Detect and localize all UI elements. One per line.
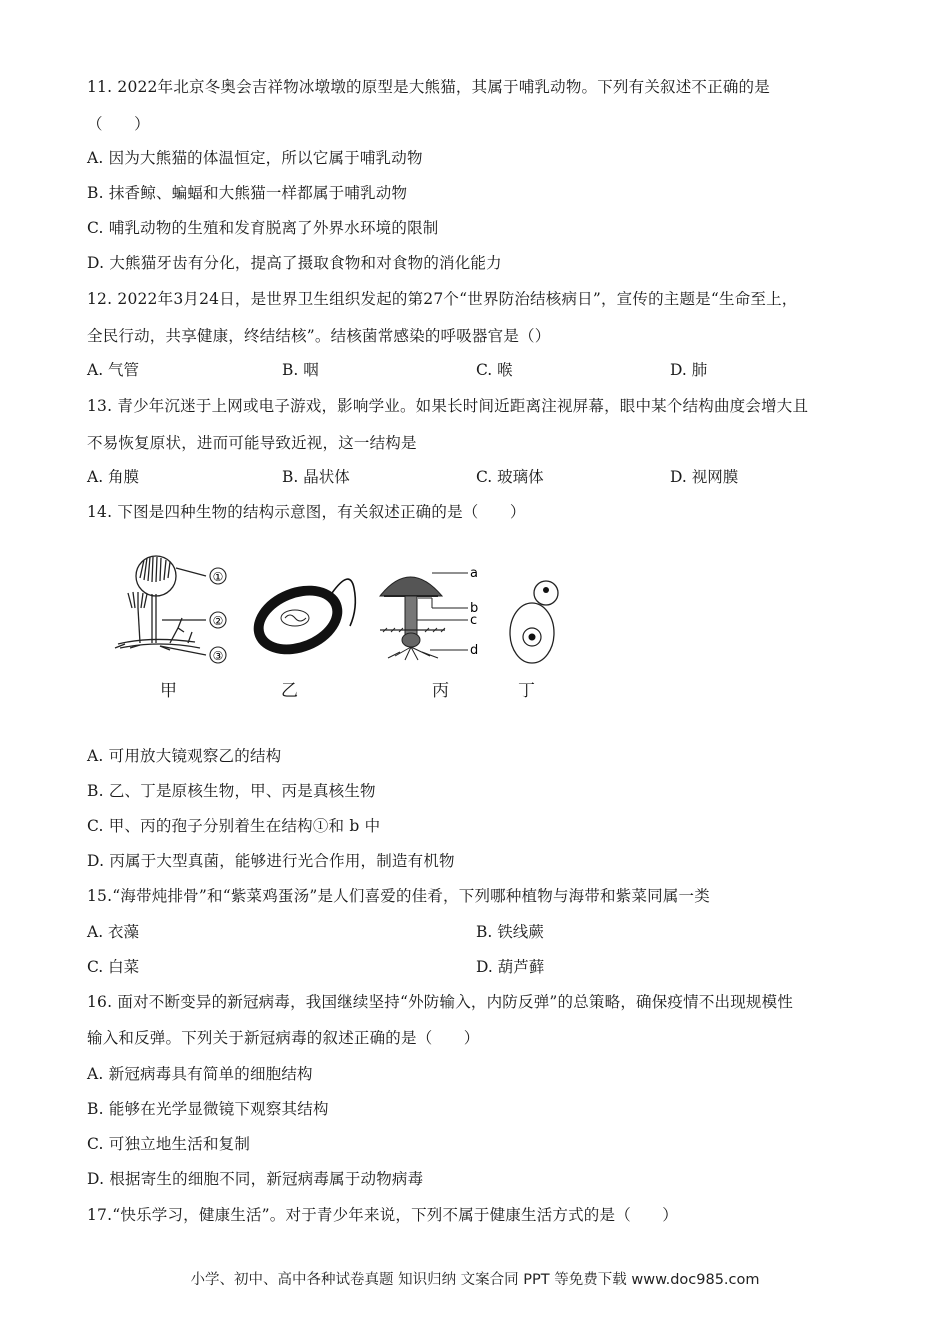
q16-option-d: D. 根据寄生的细胞不同，新冠病毒属于动物病毒 xyxy=(87,1170,424,1188)
q14-option-b: B. 乙、丁是原核生物，甲、丙是真核生物 xyxy=(87,782,376,800)
q15-stem: 15.“海带炖排骨”和“紫菜鸡蛋汤”是人们喜爱的佳肴，下列哪种植物与海带和紫菜同属一类 xyxy=(87,887,710,905)
q12-option-d: D. 肺 xyxy=(670,361,708,379)
q14-stem: 14. 下图是四种生物的结构示意图，有关叙述正确的是（ ） xyxy=(87,503,526,521)
q13-stem-line2: 不易恢复原状，进而可能导致近视，这一结构是 xyxy=(87,434,417,452)
organism-yi-drawing xyxy=(243,573,355,667)
q15-option-a: A. 衣藻 xyxy=(87,923,140,941)
caption-bing: 丙 xyxy=(432,681,449,701)
q11-option-c: C. 哺乳动物的生殖和发育脱离了外界水环境的限制 xyxy=(87,219,439,237)
q14-option-c: C. 甲、丙的孢子分别着生在结构①和 b 中 xyxy=(87,817,381,835)
label-c: c xyxy=(470,613,478,628)
organism-jia-drawing xyxy=(115,556,206,655)
q16-option-a: A. 新冠病毒具有简单的细胞结构 xyxy=(87,1065,313,1083)
label-3: ③ xyxy=(212,649,224,663)
label-b: b xyxy=(470,601,479,616)
q14-option-d: D. 丙属于大型真菌，能够进行光合作用，制造有机物 xyxy=(87,852,455,870)
q13-option-c: C. 玻璃体 xyxy=(476,468,544,486)
q11-option-b: B. 抹香鲸、蝙蝠和大熊猫一样都属于哺乳动物 xyxy=(87,184,408,202)
label-1: ① xyxy=(212,570,224,584)
q16-stem-line1: 16. 面对不断变异的新冠病毒，我国继续坚持“外防输入，内防反弹”的总策略，确保疫情不出现规模性 xyxy=(87,993,794,1011)
q15-option-d: D. 葫芦藓 xyxy=(476,958,545,976)
q13-option-b: B. 晶状体 xyxy=(282,468,350,486)
q14-option-a: A. 可用放大镜观察乙的结构 xyxy=(87,747,282,765)
q12-option-a: A. 气管 xyxy=(87,361,140,379)
q12-option-b: B. 咽 xyxy=(282,361,319,379)
caption-jia: 甲 xyxy=(160,681,177,701)
caption-ding: 丁 xyxy=(518,681,535,701)
label-2: ② xyxy=(212,614,224,628)
q17-stem: 17.“快乐学习，健康生活”。对于青少年来说，下列不属于健康生活方式的是（ ） xyxy=(87,1206,679,1224)
q11-paren: （ ） xyxy=(87,115,150,133)
q15-option-c: C. 白菜 xyxy=(87,958,140,976)
q12-option-c: C. 喉 xyxy=(476,361,513,379)
organism-ding-drawing xyxy=(500,575,570,670)
label-a: a xyxy=(470,566,478,581)
q13-stem-line1: 13. 青少年沉迷于上网或电子游戏，影响学业。如果长时间近距离注视屏幕，眼中某个结构曲度会增大且 xyxy=(87,397,809,415)
q12-stem-line1: 12. 2022年3月24日，是世界卫生组织发起的第27个“世界防治结核病日”，宣传的主题是“生命至上， xyxy=(87,290,798,308)
q11-option-d: D. 大熊猫牙齿有分化，提高了摄取食物和对食物的消化能力 xyxy=(87,254,502,272)
q15-option-b: B. 铁线蕨 xyxy=(476,923,544,941)
caption-yi: 乙 xyxy=(281,681,298,701)
q11-option-a: A. 因为大熊猫的体温恒定，所以它属于哺乳动物 xyxy=(87,149,423,167)
q16-option-c: C. 可独立地生活和复制 xyxy=(87,1135,251,1153)
q16-option-b: B. 能够在光学显微镜下观察其结构 xyxy=(87,1100,329,1118)
organism-bing-drawing xyxy=(380,573,468,660)
q16-stem-line2: 输入和反弹。下列关于新冠病毒的叙述正确的是（ ） xyxy=(87,1029,480,1047)
label-d: d xyxy=(470,643,479,658)
q13-option-d: D. 视网膜 xyxy=(670,468,739,486)
q11-stem: 11. 2022年北京冬奥会吉祥物冰墩墩的原型是大熊猫，其属于哺乳动物。下列有关叙述不正确的是 xyxy=(87,78,770,96)
q12-stem-line2: 全民行动，共享健康，终结结核”。结核菌常感染的呼吸器官是（） xyxy=(87,327,551,345)
q13-option-a: A. 角膜 xyxy=(87,468,140,486)
page-footer: 小学、初中、高中各种试卷真题 知识归纳 文案合同 PPT 等免费下载 www.doc985.com xyxy=(190,1272,760,1288)
